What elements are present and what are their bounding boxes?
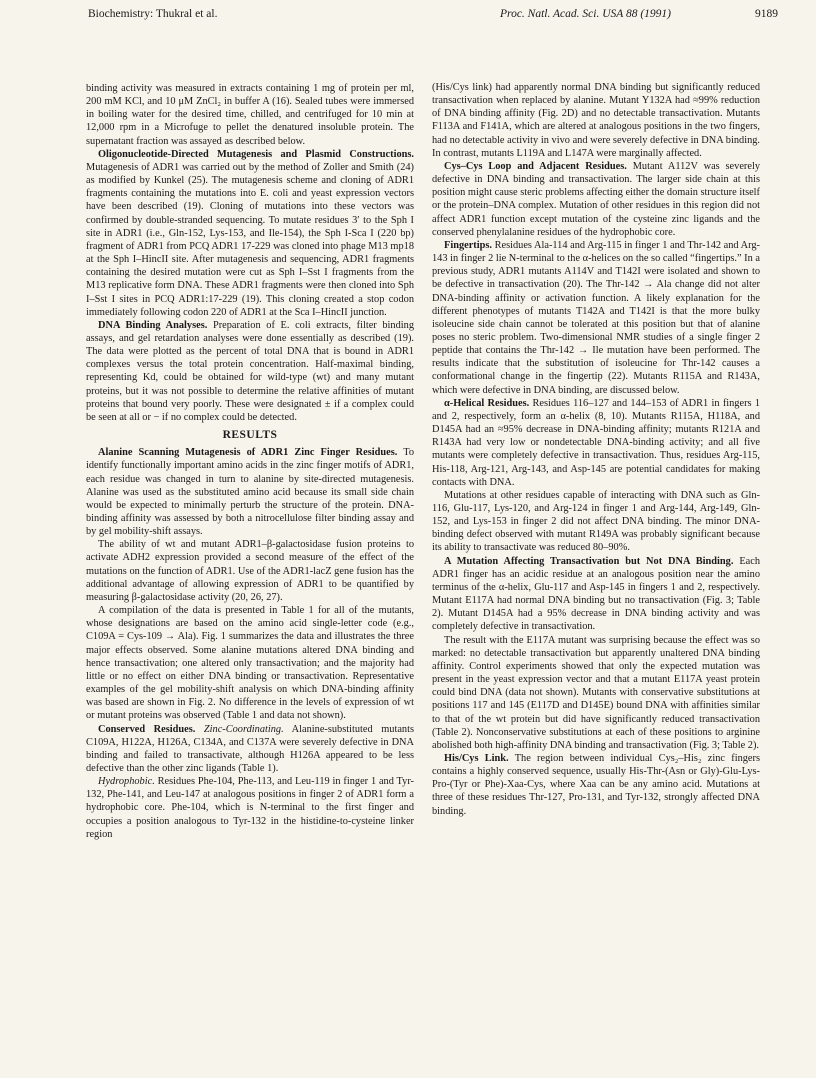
paragraph-heading: His/Cys Link. (444, 752, 509, 764)
subheading: Hydrophobic. (98, 776, 155, 788)
page-number: 9189 (755, 8, 778, 20)
paragraph (432, 752, 760, 818)
paragraph-heading: Alanine Scanning Mutagenesis of ADR1 Zinc Finger Residues. (98, 447, 398, 459)
paragraph: The result with the E117A mutant was surprising because the effect was so marked: no detectable transactivation but apparently unaltered DNA binding affinity. Control experiments showed that only the expected mutation was present in the yeast expression vector and that a mutant E117A yeast protein could bind DNA (data not shown). Mutants with conservative substitutions at positions 117 and 145 (E117D and D145E) bound DNA with affinities similar to that of the wt protein but did have significantly reduced transactivation (Table 2). Nonconservative substitutions at each of these positions to arginine abolished both high-affinity DNA binding and transactivation (Fig. 3; Table 2). (432, 634, 760, 751)
header-journal-section: Biochemistry: Thukral et al. (88, 8, 218, 20)
paragraph: The ability of wt and mutant ADR1–β-galactosidase fusion proteins to activate ADH2 expression provided a second measure of the effect of the mutations on the function of ADR1. Use of the ADR1-lacZ gene fusion has the additional advantage of allowing expression of ADR1 to be quantified by measuring β-galactosidase activity (20, 26, 27). (86, 539, 414, 603)
paragraph-heading: A Mutation Affecting Transactivation but Not DNA Binding. (444, 555, 734, 567)
paragraph-body: Residues 116–127 and 144–153 of ADR1 in fingers 1 and 2, respectively, form an α-helix (8, 10). Mutants R115A, H118A, and D145A had an ≈95% decrease in DNA-binding affinity; mutants R121A and R143A had very low or nondetectable DNA-binding activity; and all five mutants were completely defective in transactivation. Thus, residues Arg-115, His-118, Arg-121, Arg-143, and Asp-145 are potential candidates for making contacts with DNA. (432, 397, 760, 488)
paragraph-body: Residues Ala-114 and Arg-115 in finger 1 and Thr-142 and Arg-143 in finger 2 lie N-terminal to the α-helices on the so called “fingertips.” In a previous study, ADR1 mutants A114V and T142I were isolated and shown to be defective in transactivation (20). The Thr-142 → Ala change did not alter DNA-binding affinity or activation function. A likely explanation for the different phenotypes of mutants T142A and T142I is that the more bulky isoleucine side chain cannot be tolerated at this position but that of alanine poses no steric problem. Two-dimensional NMR studies of a single finger 2 peptide that contains the Thr-142 → Ile mutation have been performed. The results indicate that the substitution of isoleucine for Thr-142 causes a conformational change in the fingertip (22). Mutants R115A and R143A, which were defective in DNA binding, are discussed below. (432, 239, 760, 396)
paragraph: binding activity was measured in extracts containing 1 mg of protein per ml, 200 mM KCl, and 10 μM ZnCl₂ in buffer A (16). Sealed tubes were immersed in boiling water for the desired time, chilled, and centrifuged for 10 min at 12,000 rpm in a Microfuge to pellet the denatured insoluble protein. The supernatant fraction was assayed as described below. (86, 83, 414, 147)
header-citation: Proc. Natl. Acad. Sci. USA 88 (1991) (500, 8, 671, 20)
paragraph-body: To identify functionally important amino acids in the zinc finger motifs of ADR1, each residue was changed in turn to alanine by site-directed mutagenesis. Alanine was used as the substituted amino acid because its small side chain would be expected to minimally perturb the structure of the protein. DNA-binding affinity was assessed by both a nitrocellulose filter binding assay and by gel mobility-shift assays. (86, 447, 414, 538)
paragraph-body: Residues Phe-104, Phe-113, and Leu-119 in finger 1 and Tyr-132, Phe-141, and Leu-147 at analogous positions in finger 2 of ADR1 form a hydrophobic core. Phe-104, which is N-terminal to the first finger and occupies a position analogous to Tyr-132 in the histidine-to-cysteine linker region (86, 776, 414, 840)
paragraph-heading: DNA Binding Analyses. (98, 319, 208, 331)
paragraph (432, 160, 760, 239)
subheading: Zinc-Coordinating. (195, 723, 284, 735)
paragraph (432, 397, 760, 489)
running-header (88, 8, 778, 26)
right-column (432, 81, 760, 818)
paragraph: A compilation of the data is presented in Table 1 for all of the mutants, whose designations are based on the amino acid single-letter code (e.g., C109A = Cys-109 → Ala). Fig. 1 summarizes the data and illustrates the three major effects observed. Some alanine mutations altered DNA binding and hence transactivation; one altered only transactivation; and the majority had little or no effect on either DNA binding or transactivation. Representative examples of the gel mobility-shift analysis on which DNA-binding affinity was based are shown in Fig. 2. No difference in the levels of expression of wt or mutant proteins was observed (Table 1 and data not shown). (86, 605, 414, 722)
paragraph-body: Preparation of E. coli extracts, filter binding assays, and gel retardation analyses were done essentially as described (19). The data were plotted as the percent of total DNA that is bound in ADR1 complexes versus the total protein concentration. Half-maximal binding, representing Kd, could be obtained for wild-type (wt) and many mutant proteins, but it was not possible to determine the relative affinities of mutant proteins that bound very poorly. These were designated ± if a complex could be seen at all or − if no complex could be detected. (86, 319, 414, 423)
paragraph-heading: Conserved Residues. (98, 723, 196, 735)
paragraph (86, 148, 414, 319)
paragraph: (His/Cys link) had apparently normal DNA binding but significantly reduced transactivation when replaced by alanine. Mutant Y132A had ≈99% reduction of DNA binding affinity (Fig. 2D) and no detectable transactivation. Mutants F113A and F141A, which are altered at analogous positions in the two fingers, had no detectable activity in vivo and were severely defective in DNA binding. In contrast, mutants L119A and L147A were marginally affected. (432, 82, 760, 159)
paragraph-body: Mutant A112V was severely defective in DNA binding and transactivation. The larger side chain at this position might cause steric problems affecting either the domain structure itself or the protein–DNA complex. Mutation of other residues in this region did not affect ADR1 function except mutation of the cysteine zinc ligands and the conserved phenylalanine residues of the hydrophobic core. (432, 160, 760, 238)
paragraph (86, 319, 414, 424)
paragraph-heading: Fingertips. (444, 239, 492, 251)
paragraph: Mutations at other residues capable of interacting with DNA such as Gln-116, Glu-117, Lys-120, and Arg-124 in finger 1 and Arg-144, Arg-149, Gln-152, and Lys-153 in finger 2 did not affect DNA binding. The minor DNA-binding defect observed with mutant R149A was probably significant because its ability to transactivate was reduced 80–90%. (432, 489, 760, 554)
section-heading: RESULTS (222, 429, 278, 442)
paragraph-heading: α-Helical Residues. (444, 397, 530, 409)
paragraph-heading: Cys–Cys Loop and Adjacent Residues. (444, 160, 627, 172)
paragraph-body: The region between individual Cys₂–His₂ zinc fingers contains a highly conserved sequence, usually His-Thr-(Asn or Gly)-Glu-Lys-Pro-(Tyr or Phe)-Xaa-Cys, where Xaa can be any amino acid. Mutations at three of these residues Thr-127, Pro-131, and Tyr-132, strongly affected DNA binding. (432, 752, 760, 817)
paragraph-body: Alanine-substituted mutants C109A, H122A, H126A, C134A, and C137A were severely defective in DNA binding and failed to transactivate, although H126A appeared to be less defective than the other zinc ligands (Table 1). (86, 723, 414, 774)
paragraph-heading: Oligonucleotide-Directed Mutagenesis and Plasmid Constructions. (98, 148, 414, 160)
paragraph (86, 446, 414, 538)
paragraph (86, 723, 414, 776)
paragraph-body: Mutagenesis of ADR1 was carried out by the method of Zoller and Smith (24) as modified by Kunkel (25). The mutagenesis scheme and cloning of ADR1 fragments containing the mutations into E. coli and yeast expression vectors have been described (19). Cloning of mutations into these vectors was confirmed by double-stranded sequencing. To mutate residues 3′ to the Sph I site in ADR1 (i.e., Gln-152, Lys-153, and Ile-154), the Sph I-Sca I (220 bp) fragment of ADR1 from PCQ ADR1 17-229 was cloned into phage M13 mp18 at the Sph I–HincII site. After mutagenesis and sequencing, ADR1 fragments containing the desired mutation were cut as Sph I–Sst I fragments from the M13 replicative form DNA. These ADR1 fragments were then cloned into Sph I–Sst I sites in PCQ ADR1:17-229 (19). This cloning created a stop codon immediately following codon 220 of ADR1 at the Sca I–HincII junction. (86, 161, 414, 318)
paragraph (86, 775, 414, 841)
left-column (86, 82, 414, 841)
paragraph (432, 239, 760, 397)
paragraph (432, 555, 760, 634)
paragraph-body: Each ADR1 finger has an acidic residue at an analogous position near the amino terminus of the α-helix, Glu-117 and Asp-145 in fingers 1 and 2, respectively. Mutant E117A had normal DNA binding but no transactivation (Fig. 3; Table 2). Mutant D145A had a 95% decrease in DNA binding activity and was completely defective in transactivation. (432, 555, 761, 633)
